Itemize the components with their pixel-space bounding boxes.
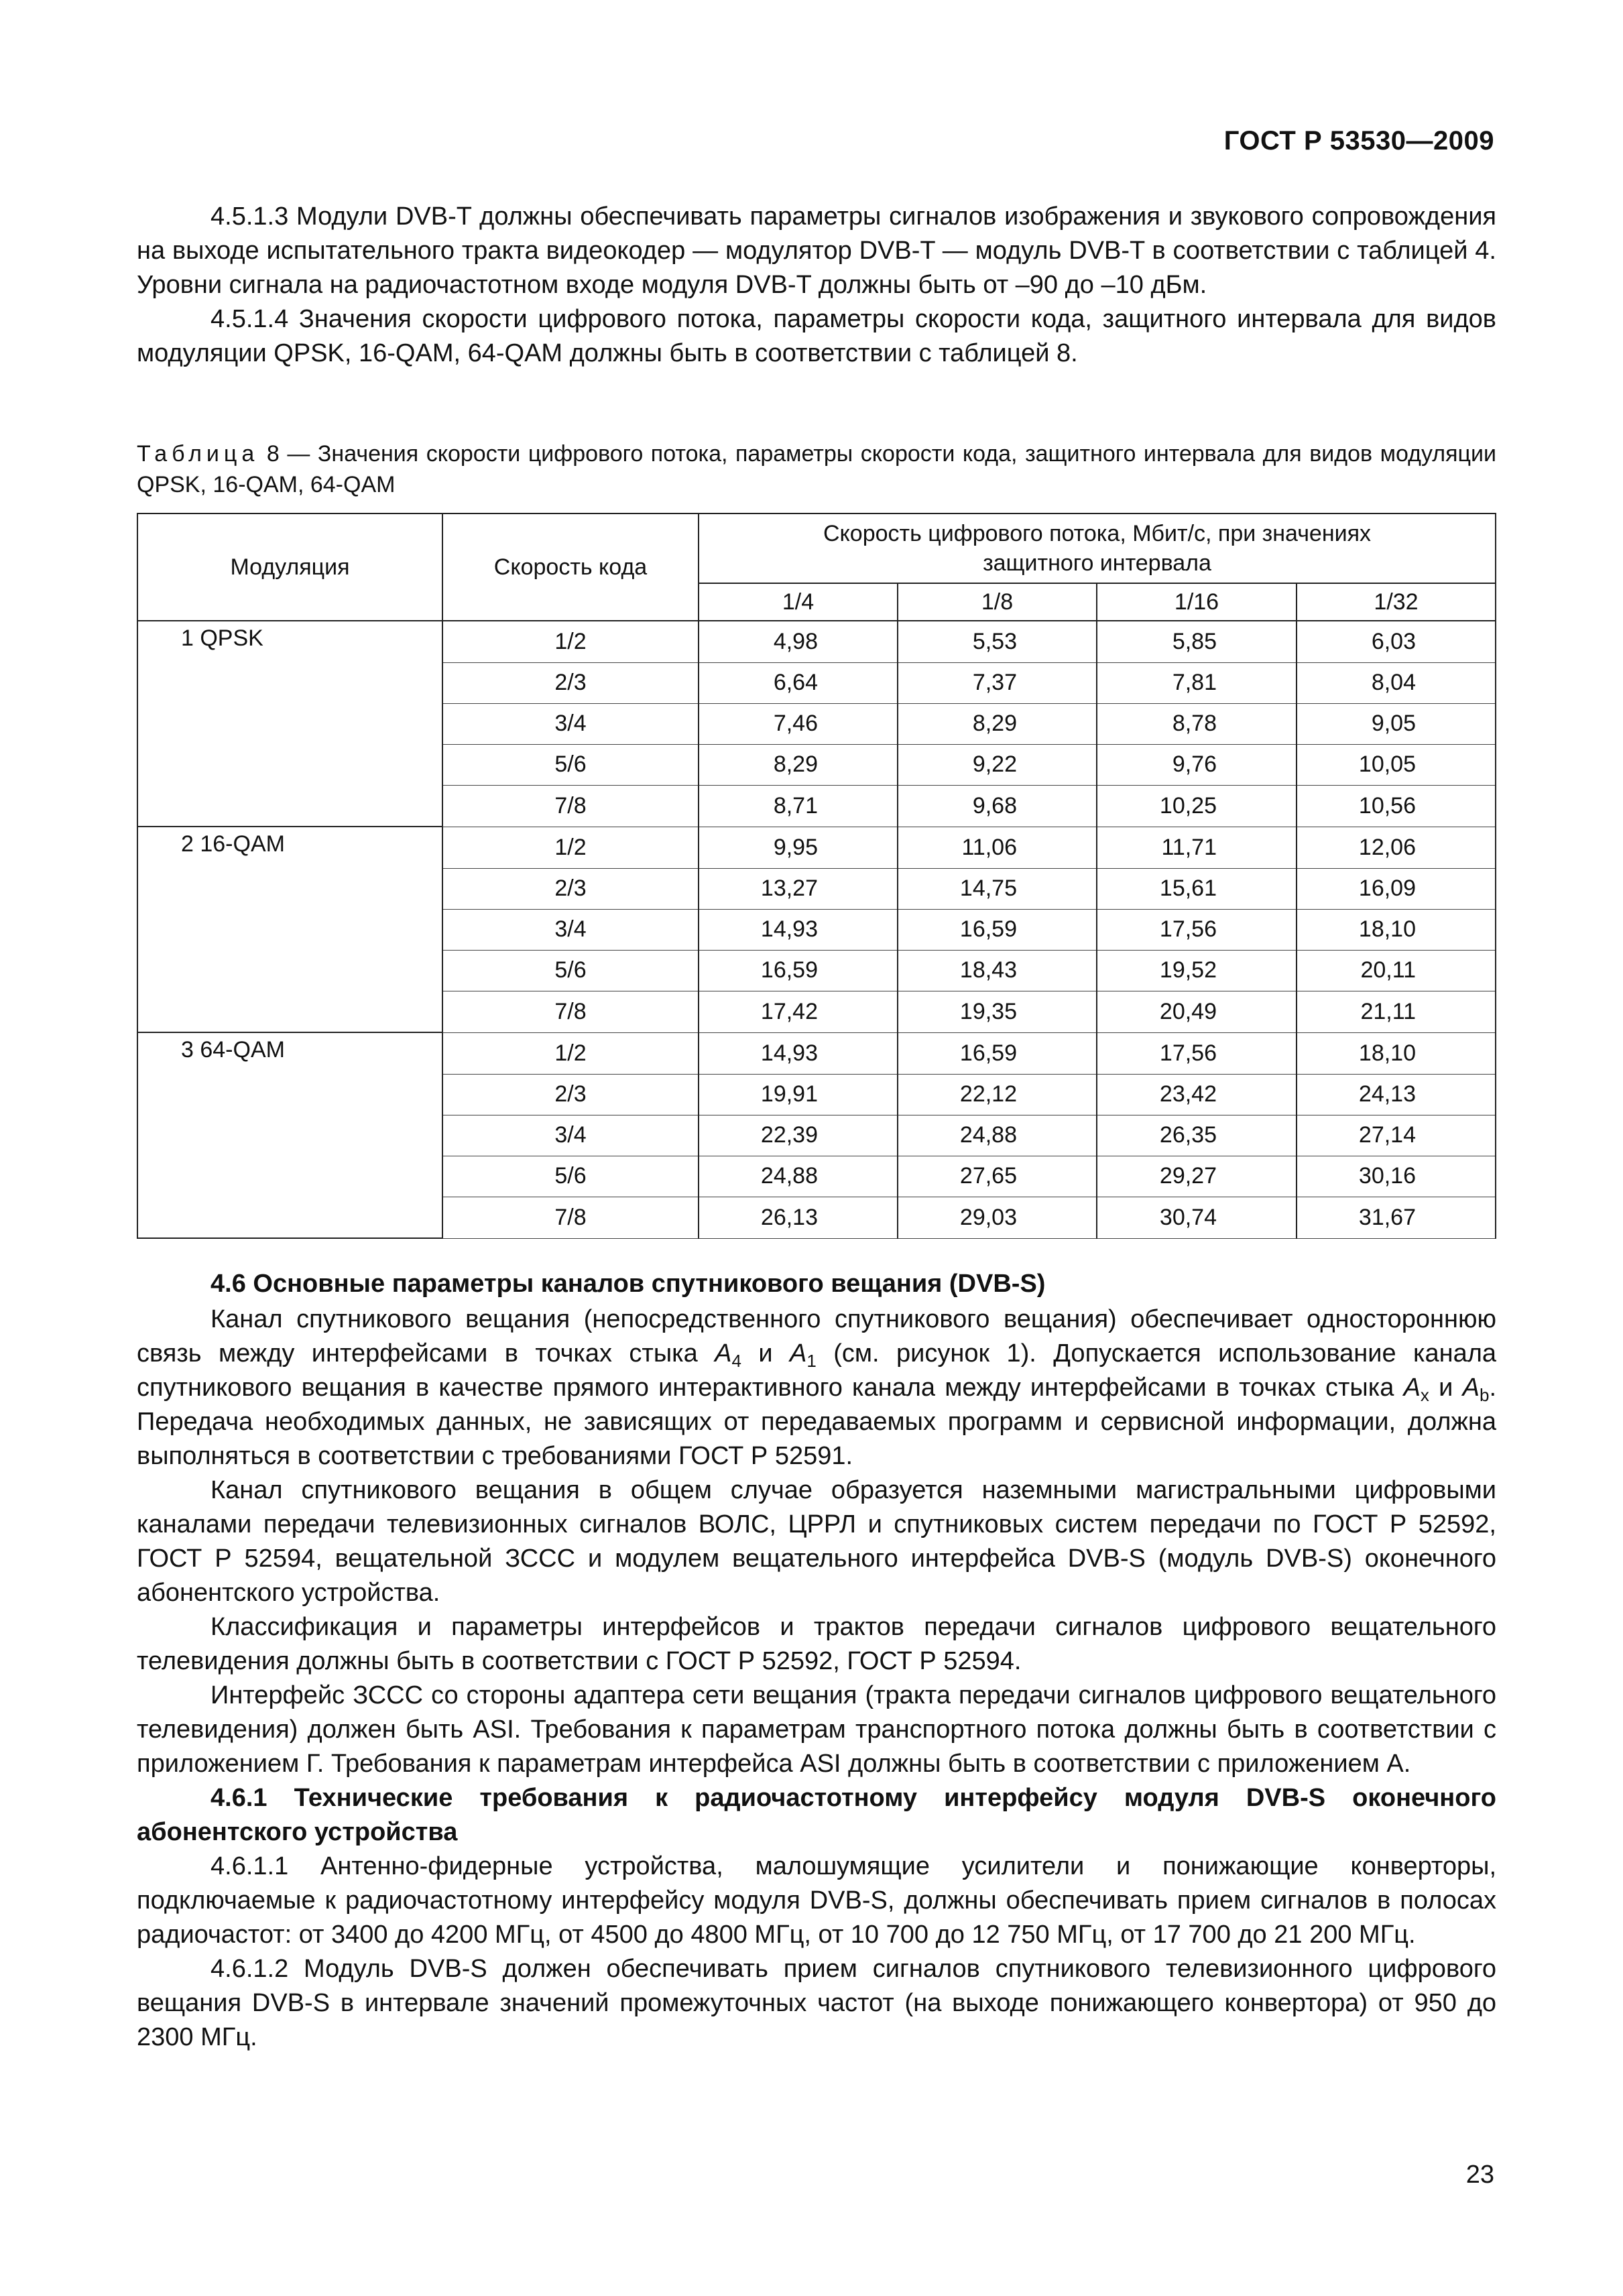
- stream-speed-cell: 5,85: [1097, 621, 1297, 662]
- stream-speed-cell: 14,93: [699, 909, 898, 950]
- paragraph-channel-formation: Канал спутникового вещания в общем случае образуется наземными магистральными цифровыми каналами передачи телевизионных сигналов ВОЛС, ЦРРЛ и спутниковых систем передачи по ГОСТ Р 52592, ГОСТ Р 52594, вещательной ЗССС и модулем вещательного интерфейса DVB-S (модуль DVB-S) оконечного абонентского устройства.: [137, 1476, 1496, 1607]
- stream-speed-cell: 9,95: [699, 827, 898, 868]
- stream-speed-cell: 14,93: [699, 1032, 898, 1074]
- stream-speed-cell: 11,71: [1097, 827, 1297, 868]
- table-row: [137, 703, 1496, 744]
- stream-speed-cell: 11,06: [898, 827, 1097, 868]
- stream-speed-cell: 30,74: [1097, 1197, 1297, 1238]
- table-row: [137, 1156, 1496, 1197]
- code-rate-cell: 5/6: [442, 950, 699, 991]
- stream-speed-cell: 18,10: [1297, 909, 1496, 950]
- stream-speed-cell: 14,75: [898, 868, 1097, 909]
- stream-speed-cell: 23,42: [1097, 1074, 1297, 1115]
- table-row: [137, 785, 1496, 827]
- table-caption-word: Таблица: [137, 441, 259, 467]
- header-interval: 1/4: [699, 583, 898, 621]
- stream-speed-cell: 9,22: [898, 744, 1097, 785]
- modulation-cell: [137, 909, 442, 950]
- stream-speed-cell: 17,42: [699, 991, 898, 1032]
- paragraph-4-6-1-2: 4.6.1.2 Модуль DVB-S должен обеспечивать прием сигналов спутникового телевизионного цифрового вещания DVB-S в интервале значений промежуточных частот (на выходе понижающего конвертора) от 950 до 2300 МГц.: [137, 1955, 1496, 2051]
- table-row: [137, 1032, 1496, 1074]
- code-rate-cell: 7/8: [442, 785, 699, 827]
- code-rate-cell: 1/2: [442, 621, 699, 662]
- stream-speed-cell: 20,11: [1297, 950, 1496, 991]
- table-row: [137, 827, 1496, 868]
- stream-speed-cell: 8,78: [1097, 703, 1297, 744]
- stream-speed-cell: 29,27: [1097, 1156, 1297, 1197]
- header-modulation: Модуляция: [137, 513, 442, 621]
- table-row: [137, 1197, 1496, 1238]
- stream-speed-cell: 17,56: [1097, 909, 1297, 950]
- stream-speed-cell: 20,49: [1097, 991, 1297, 1032]
- table-row: [137, 1115, 1496, 1156]
- modulation-cell: [137, 744, 442, 785]
- intro-text: [137, 200, 1496, 371]
- code-rate-cell: 7/8: [442, 991, 699, 1032]
- table-row: [137, 1074, 1496, 1115]
- stream-speed-cell: 8,71: [699, 785, 898, 827]
- table-row: [137, 621, 1496, 662]
- code-rate-cell: 5/6: [442, 744, 699, 785]
- table-row: [137, 868, 1496, 909]
- stream-speed-cell: 6,03: [1297, 621, 1496, 662]
- stream-speed-cell: 8,29: [699, 744, 898, 785]
- modulation-cell: 3 64-QAM: [137, 1032, 442, 1074]
- stream-speed-cell: 10,05: [1297, 744, 1496, 785]
- section-4-6-title: 4.6 Основные параметры каналов спутникового вещания (DVB-S): [211, 1270, 1046, 1298]
- stream-speed-cell: 7,46: [699, 703, 898, 744]
- header-interval: 1/16: [1097, 583, 1297, 621]
- code-rate-cell: 1/2: [442, 1032, 699, 1074]
- stream-speed-cell: 10,25: [1097, 785, 1297, 827]
- table-caption: [137, 438, 1496, 500]
- paragraph-4-5-1-3: 4.5.1.3 Модули DVB-T должны обеспечивать параметры сигналов изображения и звукового сопровождения на выходе испытательного тракта видеокодер — модулятор DVB-T — модуль DVB-T в соответствии с таблицей 4. Уровни сигнала на радиочастотном входе модуля DVB-T должны быть от –90 до –10 дБм.: [137, 202, 1496, 299]
- code-rate-cell: 7/8: [442, 1197, 699, 1238]
- stream-speed-cell: 6,64: [699, 662, 898, 703]
- modulation-cell: [137, 1074, 442, 1115]
- table-caption-text: 8 — Значения скорости цифрового потока, параметры скорости кода, защитного интервала для видов модуляции QPSK, 16-QAM, 64-QAM: [137, 441, 1496, 497]
- modulation-cell: [137, 1115, 442, 1156]
- stream-speed-cell: 24,13: [1297, 1074, 1496, 1115]
- stream-speed-cell: 27,65: [898, 1156, 1097, 1197]
- stream-speed-cell: 24,88: [699, 1156, 898, 1197]
- header-interval: 1/32: [1297, 583, 1496, 621]
- code-rate-cell: 2/3: [442, 1074, 699, 1115]
- stream-speed-cell: 19,91: [699, 1074, 898, 1115]
- stream-speed-cell: 16,09: [1297, 868, 1496, 909]
- stream-speed-cell: 7,37: [898, 662, 1097, 703]
- stream-speed-cell: 19,52: [1097, 950, 1297, 991]
- stream-speed-cell: 9,76: [1097, 744, 1297, 785]
- stream-speed-cell: 16,59: [898, 909, 1097, 950]
- code-rate-cell: 3/4: [442, 703, 699, 744]
- modulation-cell: 2 16-QAM: [137, 827, 442, 868]
- modulation-cell: [137, 703, 442, 744]
- stream-speed-cell: 16,59: [898, 1032, 1097, 1074]
- header-interval: 1/8: [898, 583, 1097, 621]
- stream-speed-cell: 16,59: [699, 950, 898, 991]
- stream-speed-cell: 9,05: [1297, 703, 1496, 744]
- stream-speed-cell: 26,13: [699, 1197, 898, 1238]
- stream-speed-cell: 8,29: [898, 703, 1097, 744]
- stream-speed-cell: 9,68: [898, 785, 1097, 827]
- stream-speed-cell: 29,03: [898, 1197, 1097, 1238]
- code-rate-cell: 2/3: [442, 662, 699, 703]
- stream-speed-cell: 18,43: [898, 950, 1097, 991]
- table-row: [137, 909, 1496, 950]
- table-row: [137, 950, 1496, 991]
- header-code-rate: Скорость кода: [442, 513, 699, 621]
- stream-speed-cell: 30,16: [1297, 1156, 1496, 1197]
- modulation-cell: [137, 991, 442, 1032]
- stream-speed-cell: 27,14: [1297, 1115, 1496, 1156]
- paragraph-classification: Классификация и параметры интерфейсов и трактов передачи сигналов цифрового вещательного телевидения должны быть в соответствии с ГОСТ Р 52592, ГОСТ Р 52594.: [137, 1613, 1496, 1675]
- code-rate-cell: 1/2: [442, 827, 699, 868]
- modulation-cell: [137, 1197, 442, 1238]
- table-row: [137, 991, 1496, 1032]
- paragraph-4-6-1-1: 4.6.1.1 Антенно-фидерные устройства, малошумящие усилители и понижающие конверторы, подключаемые к радиочастотному интерфейсу модуля DVB-S, должны обеспечивать прием сигналов в полосах радиочастот: от 3400 до 4200 МГц, от 4500 до 4800 МГц, от 10 700 до 12 750 МГц, от 17 700 до 21 200 МГц.: [137, 1852, 1496, 1949]
- modulation-cell: [137, 1156, 442, 1197]
- stream-speed-cell: 17,56: [1097, 1032, 1297, 1074]
- stream-speed-cell: 22,12: [898, 1074, 1097, 1115]
- stream-speed-cell: 13,27: [699, 868, 898, 909]
- subsection-4-6-1-title: 4.6.1 Технические требования к радиочастотному интерфейсу модуля DVB-S оконечного абонентского устройства: [137, 1784, 1496, 1846]
- stream-speed-cell: 5,53: [898, 621, 1097, 662]
- code-rate-cell: 2/3: [442, 868, 699, 909]
- table-row: [137, 662, 1496, 703]
- code-rate-cell: 3/4: [442, 1115, 699, 1156]
- table-row: [137, 744, 1496, 785]
- document-header: ГОСТ Р 53530—2009: [1223, 126, 1494, 156]
- code-rate-cell: 3/4: [442, 909, 699, 950]
- stream-speed-cell: 21,11: [1297, 991, 1496, 1032]
- paragraph-4-5-1-4: 4.5.1.4 Значения скорости цифрового потока, параметры скорости кода, защитного интервала для видов модуляции QPSK, 16-QAM, 64-QAM должны быть в соответствии с таблицей 8.: [137, 305, 1496, 367]
- code-rate-cell: 5/6: [442, 1156, 699, 1197]
- section-4-6: [137, 1267, 1496, 2055]
- stream-speed-cell: 12,06: [1297, 827, 1496, 868]
- stream-speed-cell: 24,88: [898, 1115, 1097, 1156]
- stream-speed-cell: 19,35: [898, 991, 1097, 1032]
- paragraph-asi-interface: Интерфейс ЗССС со стороны адаптера сети вещания (тракта передачи сигналов цифрового вещательного телевидения) должен быть ASI. Требования к параметрам транспортного потока должны быть в соответствии с приложением Г. Требования к параметрам интерфейса ASI должны быть в соответствии с приложением А.: [137, 1681, 1496, 1778]
- stream-speed-cell: 10,56: [1297, 785, 1496, 827]
- modulation-cell: [137, 785, 442, 827]
- stream-speed-cell: 15,61: [1097, 868, 1297, 909]
- stream-speed-cell: 22,39: [699, 1115, 898, 1156]
- data-table: [137, 513, 1496, 1239]
- stream-speed-cell: 8,04: [1297, 662, 1496, 703]
- paragraph-satellite-channel: Канал спутникового вещания (непосредственного спутникового вещания) обеспечивает одностороннюю связь между интерфейсами в точках стыка $A_4$ и $A_1$ (см. рисунок 1). Допускается использование канала спутникового вещания в качестве прямого интерактивного канала между интерфейсами в точках стыка $A_x$ и $A_b$. Передача необходимых данных, не зависящих от передаваемых программ и сервисной информации, должна выполняться в соответствии с требованиями ГОСТ Р 52591.: [137, 1305, 1497, 1470]
- modulation-cell: 1 QPSK: [137, 621, 442, 662]
- modulation-cell: [137, 662, 442, 703]
- modulation-cell: [137, 868, 442, 909]
- page-number: 23: [1465, 2161, 1494, 2189]
- stream-speed-cell: 26,35: [1097, 1115, 1297, 1156]
- stream-speed-cell: 31,67: [1297, 1197, 1496, 1238]
- stream-speed-cell: 18,10: [1297, 1032, 1496, 1074]
- header-stream-speed: Скорость цифрового потока, Мбит/с, при значениях защитного интервала: [699, 513, 1496, 583]
- stream-speed-cell: 7,81: [1097, 662, 1297, 703]
- stream-speed-cell: 4,98: [699, 621, 898, 662]
- modulation-cell: [137, 950, 442, 991]
